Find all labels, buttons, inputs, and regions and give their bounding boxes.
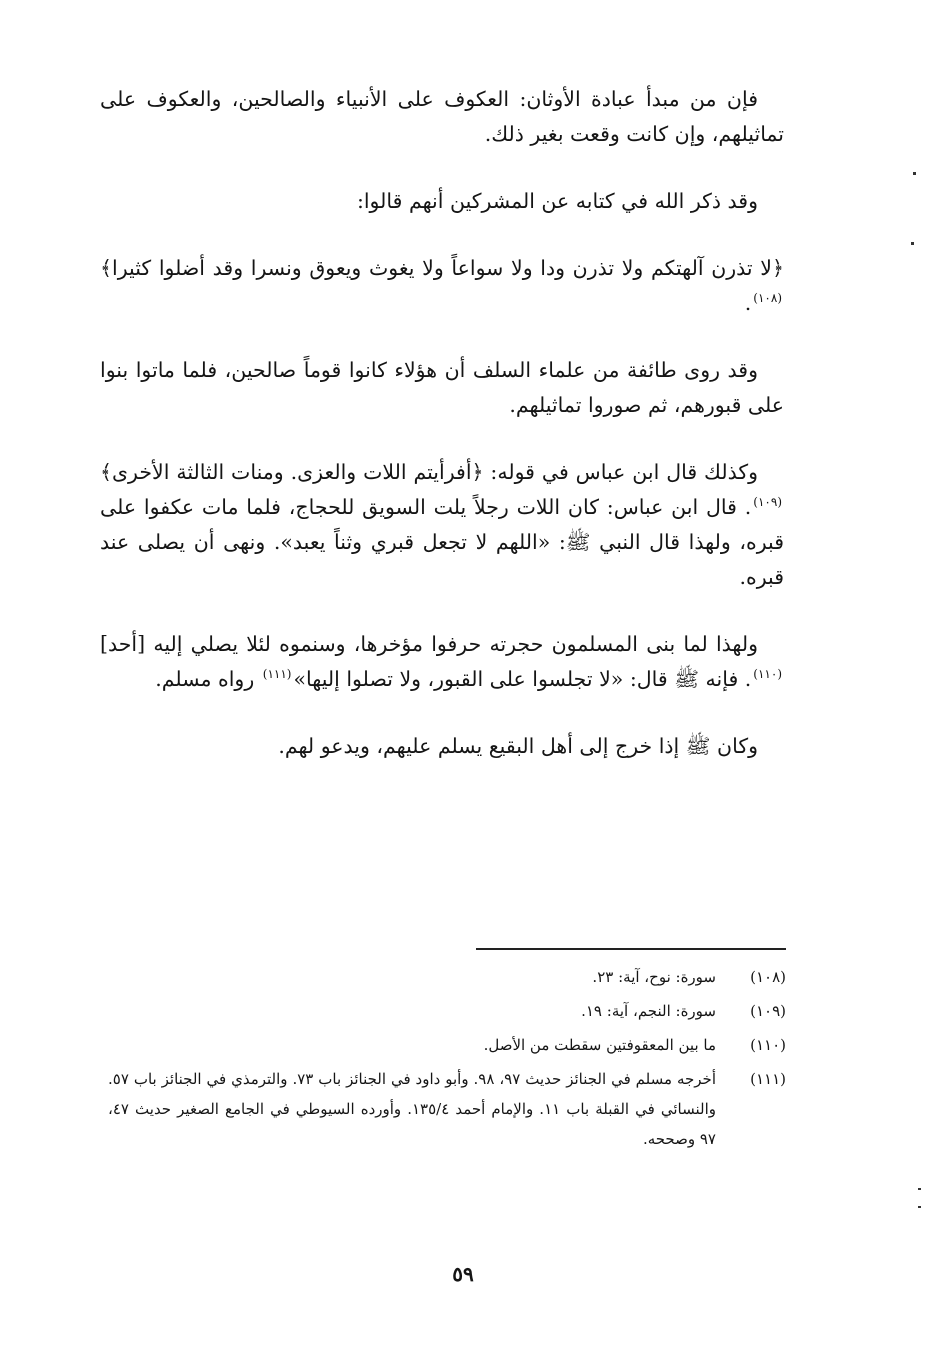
scan-speck [913, 172, 916, 175]
footnote-ref-109: (١٠٩) [753, 495, 782, 510]
paragraph-5-text-b: . قال ابن عباس: كان اللات رجلاً يلت السويق للحجاج، فلما مات عكفوا على قبره، ولهذا قال النبي ﷺ: «اللهم لا تجعل قبري وثناً يعبد». ونهى أن يصلى عند قبره. [100, 495, 784, 589]
footnote-number: (١١٠) [750, 1036, 786, 1054]
paragraph-6-text-c: رواه مسلم. [155, 667, 255, 691]
quran-quote-paragraph [100, 251, 784, 321]
footnote-ref-110: (١١٠) [753, 667, 782, 682]
footnote-separator [476, 948, 786, 950]
paragraph-4-text: وقد روى طائفة من علماء السلف أن هؤلاء كانوا قوماً صالحين، فلما ماتوا بنوا على قبورهم، ثم صوروا تماثيلهم. [100, 358, 784, 417]
footnotes [108, 962, 786, 1158]
paragraph-1-text: فإن من مبدأ عبادة الأوثان: العكوف على الأنبياء والصالحين، والعكوف على تماثيلهم، وإن كانت وقعت بغير ذلك. [100, 87, 784, 146]
scan-speck [911, 242, 914, 245]
main-text [100, 82, 784, 796]
paragraph-7-text: وكان ﷺ إذا خرج إلى أهل البقيع يسلم عليهم، ويدعو لهم. [278, 734, 758, 758]
paragraph-7 [100, 729, 784, 764]
scan-speck [918, 1188, 921, 1190]
footnote-text: سورة: النجم، آية: ١٩. [581, 1002, 716, 1020]
paragraph-5-text-a: وكذلك قال ابن عباس في قوله: ﴿أفرأيتم اللات والعزى. ومنات الثالثة الأخرى﴾ [100, 460, 758, 484]
footnote-ref-111: (١١١) [262, 667, 292, 682]
footnote-item [108, 996, 786, 1026]
footnote-text: ما بين المعقوفتين سقطت من الأصل. [483, 1036, 716, 1054]
paragraph-6 [100, 627, 784, 697]
footnote-number: (١٠٨) [750, 968, 786, 986]
quran-quote-end: . [744, 291, 752, 315]
footnote-number: (١١١) [750, 1070, 786, 1088]
footnote-item [108, 1030, 786, 1060]
paragraph-2-text: وقد ذكر الله في كتابه عن المشركين أنهم قالوا: [356, 189, 758, 213]
footnote-ref-108: (١٠٨) [753, 291, 782, 306]
footnote-text: سورة: نوح، آية: ٢٣. [592, 968, 716, 986]
paragraph-1 [100, 82, 784, 152]
scan-speck [918, 1206, 921, 1208]
footnote-item [108, 962, 786, 992]
footnote-text: أخرجه مسلم في الجنائز حديث ٩٧، ٩٨. وأبو داود في الجنائز باب ٧٣. والترمذي في الجنائز باب ٥٧. والنسائي في القبلة باب ١١. والإمام أحمد ١٣٥/٤. وأورده السيوطي في الجامع الصغير حديث ٤٧، ٩٧ وصححه. [108, 1070, 716, 1148]
paragraph-2 [100, 184, 784, 219]
footnote-number: (١٠٩) [750, 1002, 786, 1020]
paragraph-4 [100, 353, 784, 423]
page-number: ٥٩ [452, 1262, 474, 1286]
paragraph-5 [100, 455, 784, 595]
footnote-item [108, 1064, 786, 1154]
paragraph-6-text-a: ولهذا لما بنى المسلمون حجرته حرفوا مؤخرها، وسنموه لئلا يصلي إليه [أحد] [100, 632, 758, 656]
paragraph-6-text-b: . فإنه ﷺ قال: «لا تجلسوا على القبور، ولا تصلوا إليها» [293, 667, 752, 691]
quran-quote-text: ﴿لا تذرن آلهتكم ولا تذرن ودا ولا سواعاً ولا يغوث ويعوق ونسرا وقد أضلوا كثيرا﴾ [100, 256, 784, 280]
